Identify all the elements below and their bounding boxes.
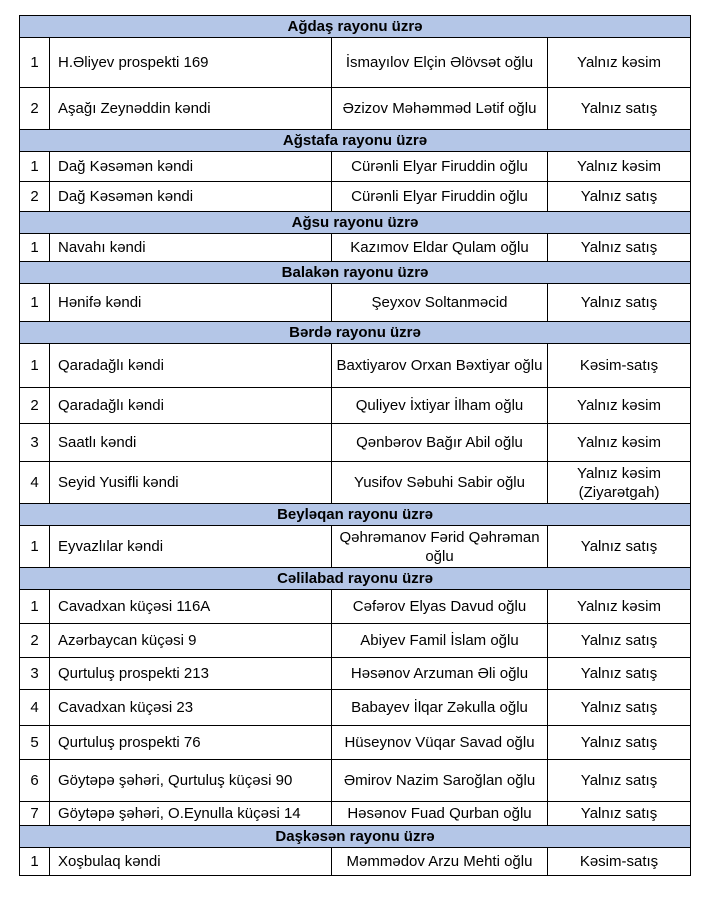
address-cell: Dağ Kəsəmən kəndi	[50, 152, 332, 182]
activity-type-cell: Yalnız kəsim	[548, 38, 691, 88]
owner-name-cell: Quliyev İxtiyar İlham oğlu	[332, 388, 548, 424]
address-cell: Qaradağlı kəndi	[50, 388, 332, 424]
row-number: 4	[20, 690, 50, 726]
owner-name-cell: İsmayılov Elçin Əlövsət oğlu	[332, 38, 548, 88]
owner-name-cell: Yusifov Səbuhi Sabir oğlu	[332, 462, 548, 504]
table-row	[20, 526, 691, 568]
activity-type-cell: Yalnız satış	[548, 526, 691, 568]
owner-name-cell: Məmmədov Arzu Mehti oğlu	[332, 848, 548, 876]
row-number: 2	[20, 624, 50, 658]
address-cell: Azərbaycan küçəsi 9	[50, 624, 332, 658]
activity-type-cell: Yalnız satış	[548, 182, 691, 212]
owner-name-cell: Abiyev Famil İslam oğlu	[332, 624, 548, 658]
section-title: Daşkəsən rayonu üzrə	[20, 826, 691, 848]
table-row	[20, 152, 691, 182]
row-number: 1	[20, 590, 50, 624]
table-row	[20, 590, 691, 624]
row-number: 7	[20, 802, 50, 826]
owner-name-cell: Əmirov Nazim Saroğlan oğlu	[332, 760, 548, 802]
table-row	[20, 234, 691, 262]
owner-name-cell: Qənbərov Bağır Abil oğlu	[332, 424, 548, 462]
row-number: 6	[20, 760, 50, 802]
row-number: 2	[20, 182, 50, 212]
table-row	[20, 88, 691, 130]
owner-name-cell: Şeyxov Soltanməcid	[332, 284, 548, 322]
activity-type-cell: Yalnız satış	[548, 234, 691, 262]
registry-table-body	[20, 16, 691, 876]
owner-name-cell: Qəhrəmanov Fərid Qəhrəman oğlu	[332, 526, 548, 568]
row-number: 1	[20, 848, 50, 876]
section-header-row	[20, 262, 691, 284]
section-title: Ağstafa rayonu üzrə	[20, 130, 691, 152]
section-header-row	[20, 322, 691, 344]
section-title: Bərdə rayonu üzrə	[20, 322, 691, 344]
owner-name-cell: Həsənov Arzuman Əli oğlu	[332, 658, 548, 690]
table-row	[20, 344, 691, 388]
owner-name-cell: Hüseynov Vüqar Savad oğlu	[332, 726, 548, 760]
table-row	[20, 388, 691, 424]
table-row	[20, 760, 691, 802]
section-header-row	[20, 568, 691, 590]
section-header-row	[20, 16, 691, 38]
address-cell: Dağ Kəsəmən kəndi	[50, 182, 332, 212]
address-cell: Cavadxan küçəsi 116A	[50, 590, 332, 624]
activity-type-cell: Yalnız kəsim (Ziyarətgah)	[548, 462, 691, 504]
activity-type-cell: Yalnız satış	[548, 624, 691, 658]
section-title: Balakən rayonu üzrə	[20, 262, 691, 284]
row-number: 1	[20, 38, 50, 88]
row-number: 3	[20, 424, 50, 462]
row-number: 3	[20, 658, 50, 690]
activity-type-cell: Yalnız satış	[548, 726, 691, 760]
address-cell: H.Əliyev prospekti 169	[50, 38, 332, 88]
address-cell: Xoşbulaq kəndi	[50, 848, 332, 876]
address-cell: Eyvazlılar kəndi	[50, 526, 332, 568]
owner-name-cell: Kazımov Eldar Qulam oğlu	[332, 234, 548, 262]
address-cell: Qurtuluş prospekti 213	[50, 658, 332, 690]
section-header-row	[20, 826, 691, 848]
table-row	[20, 658, 691, 690]
row-number: 1	[20, 152, 50, 182]
table-row	[20, 848, 691, 876]
address-cell: Göytəpə şəhəri, Qurtuluş küçəsi 90	[50, 760, 332, 802]
activity-type-cell: Yalnız kəsim	[548, 152, 691, 182]
section-header-row	[20, 212, 691, 234]
section-title: Cəlilabad rayonu üzrə	[20, 568, 691, 590]
activity-type-cell: Yalnız satış	[548, 658, 691, 690]
section-title: Beyləqan rayonu üzrə	[20, 504, 691, 526]
owner-name-cell: Cəfərov Elyas Davud oğlu	[332, 590, 548, 624]
table-row	[20, 182, 691, 212]
owner-name-cell: Həsənov Fuad Qurban oğlu	[332, 802, 548, 826]
row-number: 1	[20, 234, 50, 262]
table-row	[20, 424, 691, 462]
address-cell: Göytəpə şəhəri, O.Eynulla küçəsi 14	[50, 802, 332, 826]
address-cell: Navahı kəndi	[50, 234, 332, 262]
address-cell: Seyid Yusifli kəndi	[50, 462, 332, 504]
owner-name-cell: Cürənli Elyar Firuddin oğlu	[332, 182, 548, 212]
address-cell: Hənifə kəndi	[50, 284, 332, 322]
activity-type-cell: Yalnız satış	[548, 760, 691, 802]
table-row	[20, 624, 691, 658]
activity-type-cell: Yalnız satış	[548, 284, 691, 322]
section-title: Ağsu rayonu üzrə	[20, 212, 691, 234]
owner-name-cell: Babayev İlqar Zəkulla oğlu	[332, 690, 548, 726]
table-row	[20, 462, 691, 504]
activity-type-cell: Yalnız satış	[548, 802, 691, 826]
activity-type-cell: Yalnız kəsim	[548, 590, 691, 624]
address-cell: Saatlı kəndi	[50, 424, 332, 462]
activity-type-cell: Yalnız kəsim	[548, 388, 691, 424]
table-row	[20, 726, 691, 760]
section-title: Ağdaş rayonu üzrə	[20, 16, 691, 38]
activity-type-cell: Kəsim-satış	[548, 344, 691, 388]
address-cell: Cavadxan küçəsi 23	[50, 690, 332, 726]
activity-type-cell: Yalnız kəsim	[548, 424, 691, 462]
activity-type-cell: Yalnız satış	[548, 690, 691, 726]
row-number: 4	[20, 462, 50, 504]
row-number: 2	[20, 388, 50, 424]
activity-type-cell: Kəsim-satış	[548, 848, 691, 876]
owner-name-cell: Baxtiyarov Orxan Bəxtiyar oğlu	[332, 344, 548, 388]
address-cell: Qurtuluş prospekti 76	[50, 726, 332, 760]
address-cell: Qaradağlı kəndi	[50, 344, 332, 388]
section-header-row	[20, 504, 691, 526]
row-number: 1	[20, 526, 50, 568]
registry-table	[19, 15, 691, 876]
row-number: 5	[20, 726, 50, 760]
row-number: 1	[20, 344, 50, 388]
table-row	[20, 690, 691, 726]
owner-name-cell: Əzizov Məhəmməd Lətif oğlu	[332, 88, 548, 130]
owner-name-cell: Cürənli Elyar Firuddin oğlu	[332, 152, 548, 182]
section-header-row	[20, 130, 691, 152]
row-number: 2	[20, 88, 50, 130]
table-row	[20, 284, 691, 322]
table-row	[20, 38, 691, 88]
table-row	[20, 802, 691, 826]
row-number: 1	[20, 284, 50, 322]
activity-type-cell: Yalnız satış	[548, 88, 691, 130]
address-cell: Aşağı Zeynəddin kəndi	[50, 88, 332, 130]
